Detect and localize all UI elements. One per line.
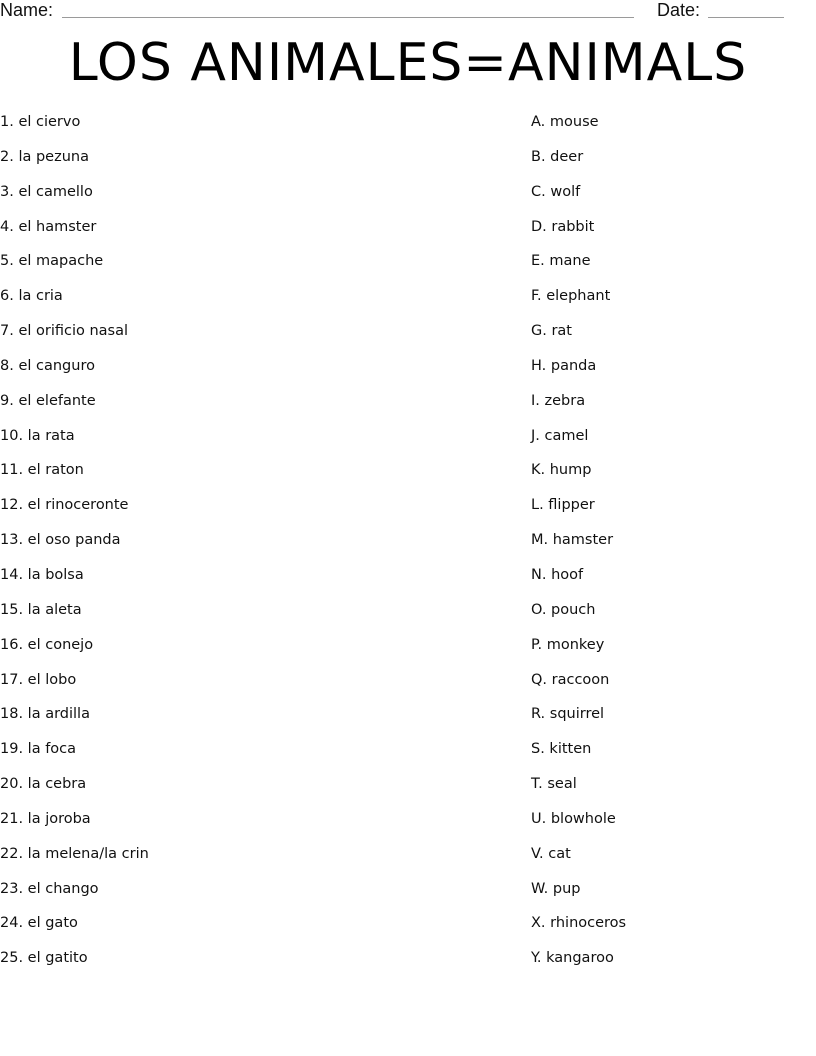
spanish-term-item: 7. el orificio nasal [0, 323, 129, 340]
spanish-term-item: 10. la rata [0, 427, 75, 444]
spanish-term-item: 21. la joroba [0, 810, 91, 827]
english-option-item: A. mouse [531, 114, 599, 130]
english-option-item: I. zebra [531, 392, 586, 409]
english-options-list [531, 108, 811, 979]
english-option-item: S. kitten [531, 741, 592, 758]
spanish-term-item: 9. el elefante [0, 392, 96, 409]
spanish-term-item: 13. el oso panda [0, 532, 121, 549]
spanish-term-item: 2. la pezuna [0, 148, 89, 165]
english-option-item: U. blowhole [531, 810, 616, 827]
spanish-term-item: 15. la aleta [0, 601, 82, 618]
english-option-item: M. hamster [531, 532, 614, 549]
spanish-term-item: 20. la cebra [0, 776, 87, 793]
spanish-term-item: 17. el lobo [0, 671, 77, 688]
english-option-item: E. mane [531, 253, 591, 270]
worksheet-title: LOS ANIMALES=ANIMALS [68, 33, 748, 93]
english-option-item: F. elephant [531, 288, 611, 305]
name-label: Name: [0, 0, 54, 20]
english-option-item: O. pouch [531, 601, 596, 618]
english-option-item: K. hump [531, 462, 592, 479]
english-option-item: T. seal [531, 776, 577, 793]
spanish-term-item: 16. el conejo [0, 636, 94, 653]
spanish-term-item: 19. la foca [0, 741, 77, 758]
spanish-term-item: 12. el rinoceronte [0, 497, 129, 514]
date-blank-line [708, 17, 784, 18]
date-label: Date: [657, 0, 701, 20]
name-blank-line [62, 17, 634, 18]
english-option-item: J. camel [531, 427, 589, 444]
english-option-item: Y. kangaroo [531, 950, 614, 967]
english-option-item: D. rabbit [531, 218, 595, 235]
english-option-item: G. rat [531, 323, 572, 340]
english-option-item: X. rhinoceros [531, 915, 627, 932]
english-option-item: W. pup [531, 880, 581, 897]
english-option-item: P. monkey [531, 636, 605, 653]
spanish-term-item: 25. el gatito [0, 950, 88, 967]
header-row [0, 0, 816, 22]
spanish-term-item: 5. el mapache [0, 253, 104, 270]
english-option-item: Q. raccoon [531, 671, 610, 688]
spanish-term-item: 4. el hamster [0, 218, 97, 235]
english-option-item: H. panda [531, 357, 597, 374]
spanish-term-item: 22. la melena/la crin [0, 845, 149, 862]
spanish-term-item: 1. el ciervo [0, 114, 81, 130]
english-option-item: R. squirrel [531, 706, 605, 723]
spanish-terms-list [0, 108, 470, 979]
english-option-item: L. flipper [531, 497, 595, 514]
spanish-term-item: 3. el camello [0, 183, 93, 200]
spanish-term-item: 18. la ardilla [0, 706, 90, 723]
spanish-term-item: 8. el canguro [0, 357, 95, 374]
english-option-item: N. hoof [531, 566, 584, 583]
english-option-item: B. deer [531, 148, 584, 165]
english-option-item: V. cat [531, 845, 571, 862]
spanish-term-item: 6. la cria [0, 288, 63, 305]
english-option-item: C. wolf [531, 183, 581, 200]
spanish-term-item: 11. el raton [0, 462, 84, 479]
spanish-term-item: 24. el gato [0, 915, 78, 932]
spanish-term-item: 14. la bolsa [0, 566, 84, 583]
spanish-term-item: 23. el chango [0, 880, 99, 897]
